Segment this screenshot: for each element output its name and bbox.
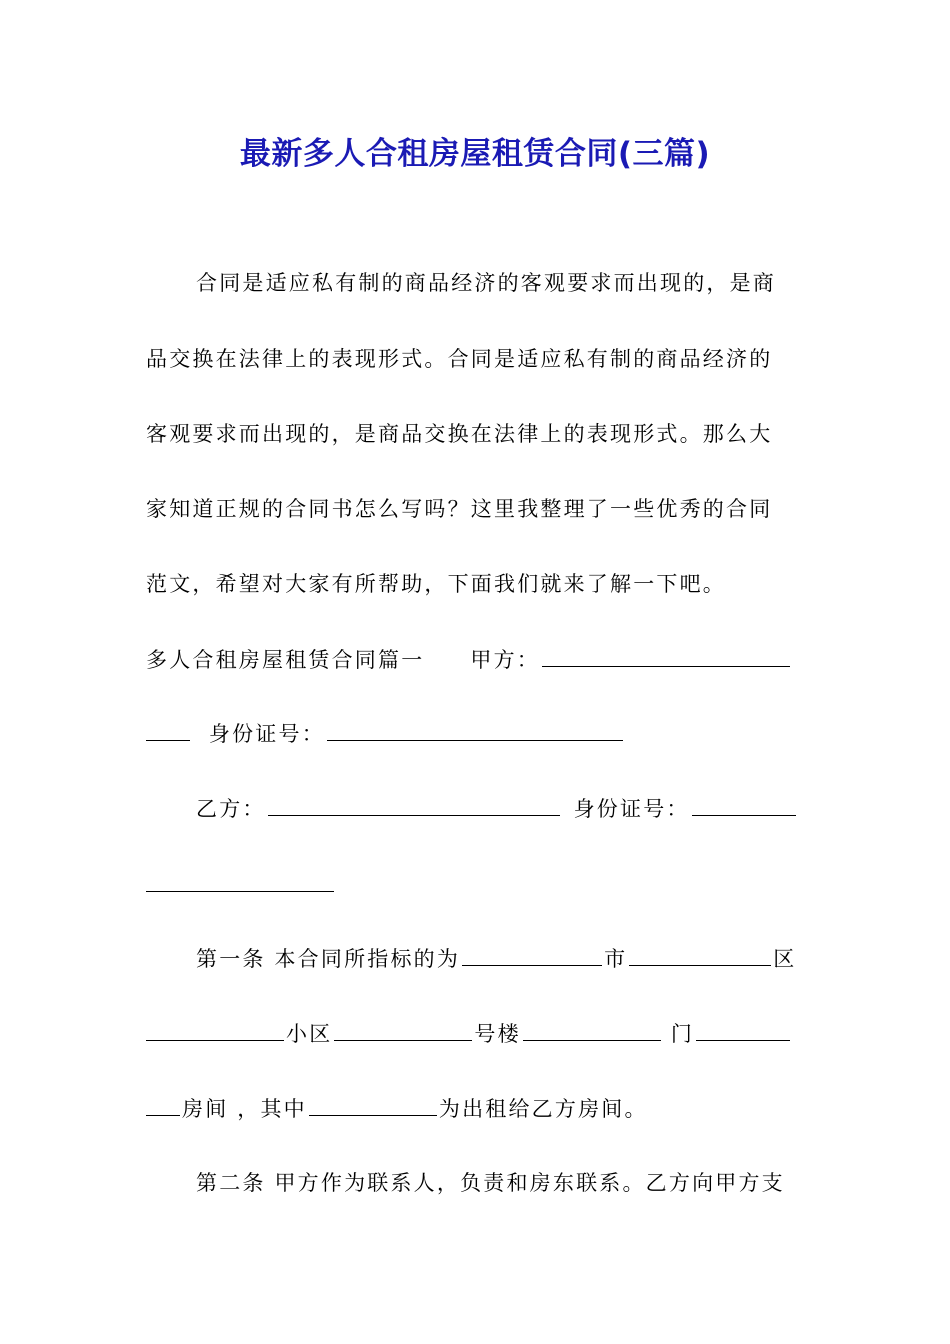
party-b-label: 乙方： — [196, 797, 266, 821]
district-blank — [629, 945, 771, 966]
door-blank-2 — [696, 1020, 790, 1041]
party-a-id-line — [146, 719, 806, 749]
article-1-line-1 — [146, 944, 806, 974]
room-blank — [146, 1095, 180, 1116]
party-b-id-label: 身份证号： — [573, 797, 690, 821]
city-label: 市 — [604, 947, 628, 971]
room-label: 房间 ，其中 — [182, 1097, 307, 1121]
intro-line-1 — [146, 268, 806, 298]
party-b-id-cont-line — [146, 870, 806, 900]
article-1-prefix: 第一条 本合同所指标的为 — [196, 947, 461, 971]
intro-line-4: 家知道正规的合同书怎么写吗？这里我整理了一些优秀的合同 — [146, 497, 773, 521]
article-2-text: 第二条 甲方作为联系人，负责和房东联系。乙方向甲方支 — [196, 1171, 785, 1195]
community-blank — [146, 1020, 284, 1041]
intro-line-2: 品交换在法律上的表现形式。合同是适应私有制的商品经济的 — [146, 347, 773, 371]
article-2-line — [146, 1168, 806, 1198]
door-label: 门 — [670, 1022, 695, 1046]
party-b-blank — [268, 795, 560, 816]
party-a-blank-cont — [146, 720, 190, 741]
party-a-id-blank — [327, 720, 623, 741]
city-blank — [462, 945, 602, 966]
building-blank — [334, 1020, 472, 1041]
community-label: 小区 — [286, 1022, 333, 1046]
party-a-blank — [542, 646, 790, 667]
party-a-id-label: 身份证号： — [208, 722, 325, 746]
article-1-line-2 — [146, 1019, 806, 1049]
party-b-id-blank — [692, 795, 796, 816]
district-label: 区 — [773, 947, 797, 971]
building-label: 号楼 — [474, 1022, 521, 1046]
document-title: 最新多人合租房屋租赁合同(三篇) — [239, 136, 711, 172]
door-blank — [523, 1020, 661, 1041]
intro-text-1: 合同是适应私有制的商品经济的客观要求而出现的，是商 — [196, 271, 776, 295]
intro-line-3: 客观要求而出现的，是商品交换在法律上的表现形式。那么大 — [146, 422, 773, 446]
section-heading-line — [146, 645, 806, 675]
intro-line-5: 范文，希望对大家有所帮助，下面我们就来了解一下吧。 — [146, 572, 726, 596]
article-1-line-3 — [146, 1094, 806, 1124]
party-a-label: 甲方： — [470, 648, 541, 672]
rent-out-label: 为出租给乙方房间。 — [438, 1097, 648, 1121]
party-b-line — [146, 794, 806, 824]
section-heading: 多人合租房屋租赁合同篇一 — [146, 648, 425, 672]
rent-blank — [309, 1095, 437, 1116]
party-b-id-blank-cont — [146, 871, 334, 892]
